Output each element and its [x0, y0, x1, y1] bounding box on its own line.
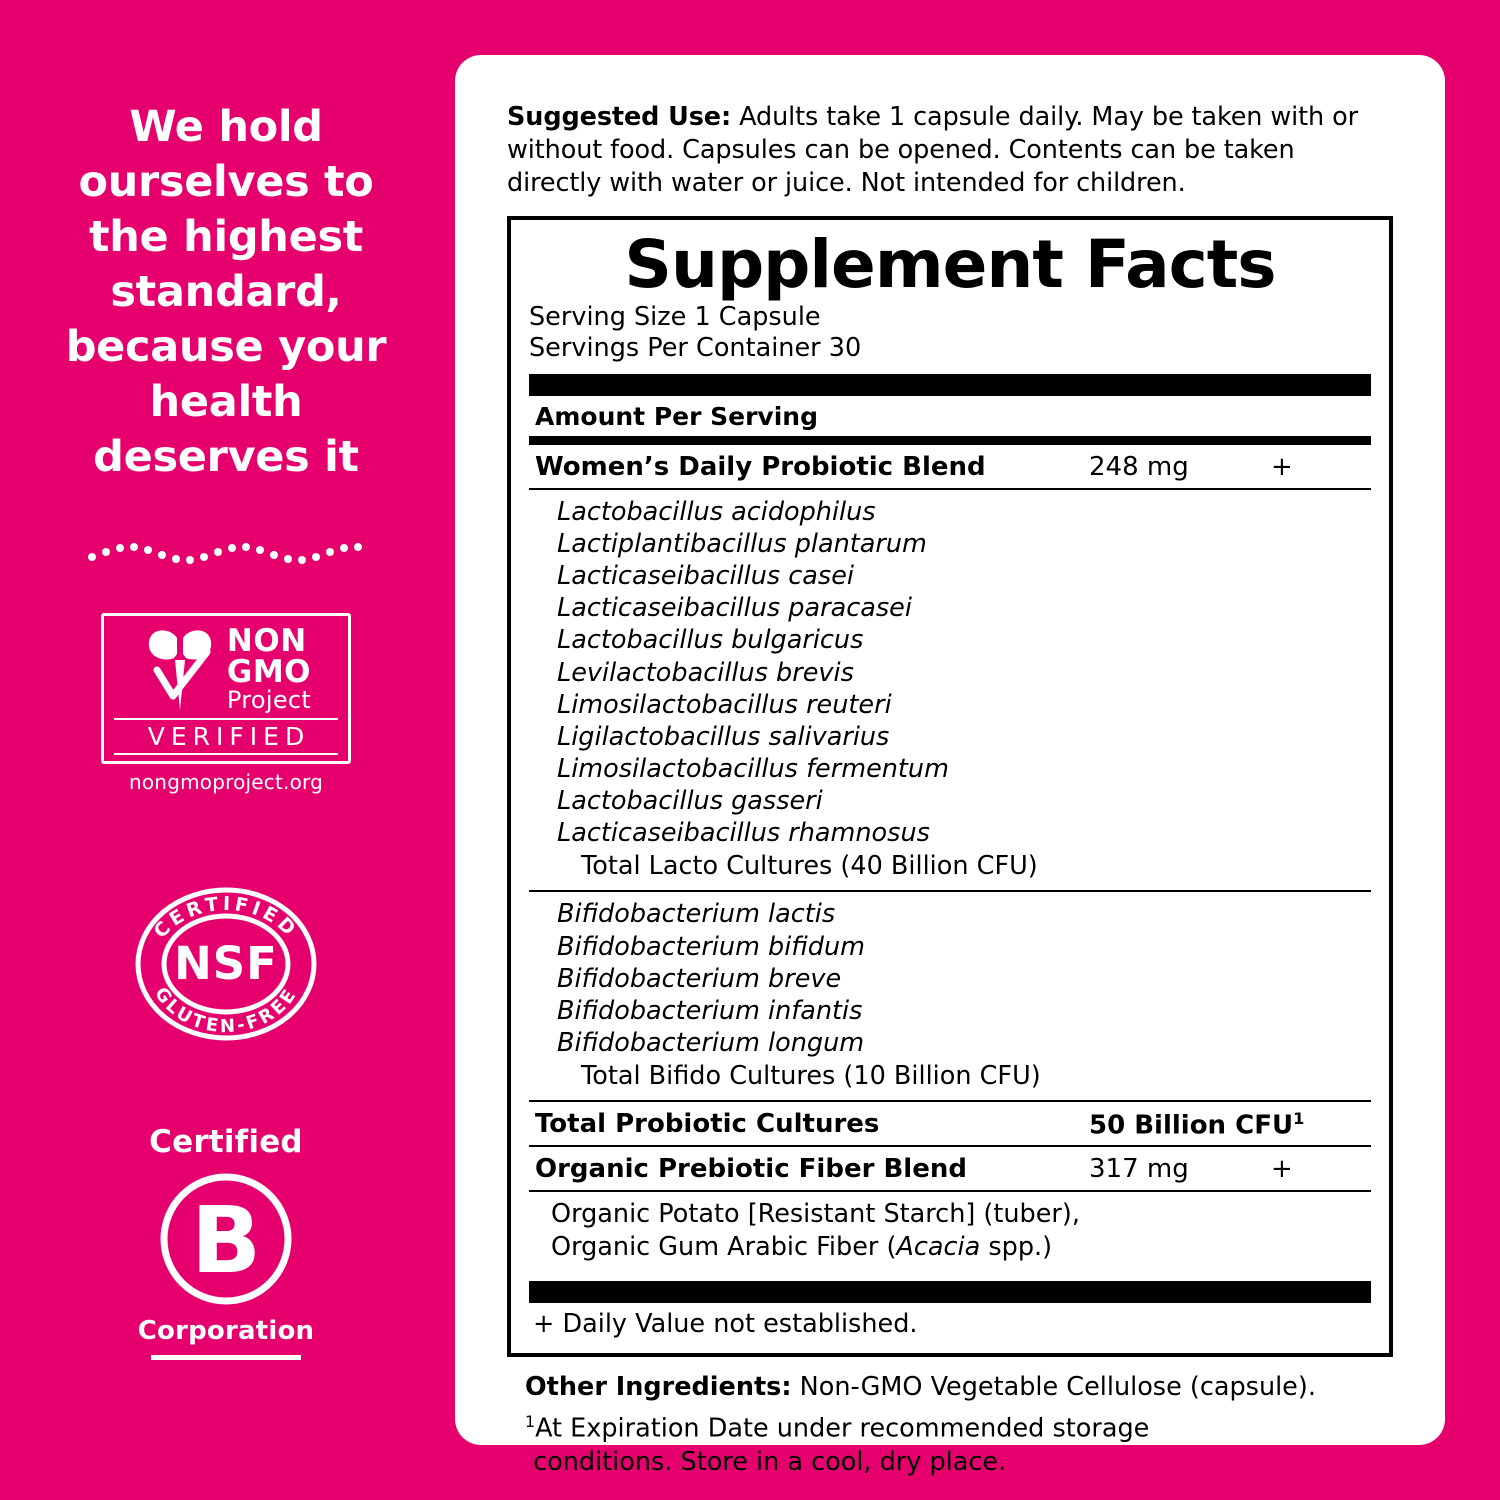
facts-divider-thick-top — [529, 374, 1371, 396]
probiotic-blend-dv: + — [1271, 451, 1293, 482]
list-item: Bifidobacterium infantis — [557, 995, 863, 1026]
prebiotic-blend-amount: 317 mg — [1089, 1154, 1189, 1185]
brand-panel — [0, 0, 452, 1500]
probiotic-blend-name: Women’s Daily Probiotic Blend — [535, 451, 986, 482]
non-gmo-line1: NON — [226, 623, 307, 660]
list-item: Lactobacillus gasseri — [557, 786, 823, 817]
prebiotic-ingredient-group — [529, 1192, 1371, 1271]
other-ingredients-label: Other Ingredients: — [525, 1371, 792, 1402]
non-gmo-verified-text: VERIFIED — [114, 718, 338, 755]
bcorp-certified-text: Certified — [149, 1124, 303, 1161]
servings-per-container: Servings Per Container 30 — [529, 332, 862, 363]
probiotic-blend-amount: 248 mg — [1089, 451, 1189, 482]
list-item: Levilactobacillus brevis — [557, 657, 854, 688]
non-gmo-badge-top — [114, 623, 338, 715]
expiration-footnote-marker: 1 — [525, 1412, 536, 1432]
suggested-use-paragraph — [507, 101, 1393, 200]
bcorp-badge — [138, 1124, 315, 1360]
supplement-facts-title: Supplement Facts — [624, 226, 1276, 304]
non-gmo-wordmark — [226, 623, 312, 715]
table-row-prebiotic-blend — [529, 1147, 1371, 1190]
table-row-total-probiotic — [529, 1102, 1371, 1145]
prebiotic-ingredient-line-2 — [529, 1231, 1371, 1263]
total-probiotic-amount — [1089, 1109, 1304, 1141]
prebiotic-blend-name: Organic Prebiotic Fiber Blend — [535, 1154, 967, 1185]
other-ingredients-paragraph — [507, 1371, 1393, 1404]
prebiotic-blend-dv: + — [1271, 1154, 1293, 1185]
amount-per-serving-header: Amount Per Serving — [535, 401, 818, 431]
list-item: Lacticaseibacillus casei — [557, 561, 854, 592]
expiration-footnote-line-1: At Expiration Date under recommended storage — [535, 1413, 1150, 1444]
facts-divider-thick-bottom — [529, 1281, 1371, 1303]
prebiotic-ingredient-genus: Acacia — [896, 1231, 981, 1262]
list-item: Limosilactobacillus fermentum — [557, 753, 949, 784]
facts-divider-medium — [529, 436, 1371, 445]
list-item: Ligilactobacillus salivarius — [557, 721, 890, 752]
bifido-total-cultures: Total Bifido Cultures (10 Billion CFU) — [581, 1061, 1041, 1092]
nsf-gluten-free-badge-icon — [111, 864, 341, 1064]
squiggle-divider-icon — [86, 537, 366, 571]
list-item: Limosilactobacillus reuteri — [557, 689, 892, 720]
svg-text:GLUTEN-FREE: GLUTEN-FREE — [150, 983, 302, 1038]
butterfly-checkmark-icon — [141, 626, 219, 712]
svg-text:NSF: NSF — [174, 937, 278, 991]
expiration-footnote — [507, 1412, 1393, 1479]
list-item: Lacticaseibacillus paracasei — [557, 593, 912, 624]
bifido-strain-group — [529, 892, 1371, 1100]
expiration-footnote-line-2: conditions. Store in a cool, dry place. — [533, 1446, 1007, 1477]
serving-size: Serving Size 1 Capsule — [529, 301, 821, 332]
suggested-use-label: Suggested Use: — [507, 102, 732, 132]
list-item: Bifidobacterium longum — [557, 1027, 865, 1058]
prebiotic-ingredient-line-2-post: spp.) — [980, 1231, 1053, 1262]
table-row-probiotic-blend — [529, 445, 1371, 488]
list-item: Bifidobacterium bifidum — [557, 931, 865, 962]
non-gmo-url: nongmoproject.org — [129, 770, 323, 795]
bcorp-underline — [151, 1355, 301, 1360]
total-probiotic-amount-value: 50 Billion CFU — [1089, 1110, 1294, 1141]
bcorp-logo-icon — [151, 1164, 301, 1314]
list-item: Lactiplantibacillus plantarum — [557, 529, 927, 560]
bcorp-corporation-text: Corporation — [137, 1316, 315, 1347]
svg-text:B: B — [190, 1187, 262, 1295]
total-probiotic-name: Total Probiotic Cultures — [535, 1109, 880, 1140]
daily-value-note: + Daily Value not established. — [533, 1308, 918, 1339]
list-item: Lacticaseibacillus rhamnosus — [557, 818, 930, 849]
non-gmo-line2: GMO — [226, 654, 312, 691]
lacto-strain-group — [529, 490, 1371, 891]
other-ingredients-text: Non-GMO Vegetable Cellulose (capsule). — [791, 1371, 1316, 1402]
suggested-use-text: Adults take 1 capsule daily. May be taken with or without food. Capsules can be opened. Contents can be taken directly with water or juice. Not intended for children. — [507, 102, 1358, 199]
supplement-facts-box — [507, 216, 1393, 1357]
list-item: Lactobacillus bulgaricus — [557, 625, 864, 656]
non-gmo-verified-badge — [101, 613, 351, 764]
lacto-total-cultures: Total Lacto Cultures (40 Billion CFU) — [581, 851, 1038, 882]
list-item: Bifidobacterium lactis — [557, 899, 836, 930]
list-item: Bifidobacterium breve — [557, 963, 842, 994]
supplement-label-card — [455, 55, 1445, 1477]
non-gmo-line3: Project — [226, 686, 312, 715]
total-probiotic-footnote-marker: 1 — [1293, 1109, 1305, 1129]
prebiotic-ingredient-line-2-pre: Organic Gum Arabic Fiber ( — [551, 1231, 897, 1262]
brand-tagline: We hold ourselves to the highest standard, because your health deserves it — [65, 102, 387, 483]
prebiotic-ingredient-line-1: Organic Potato [Resistant Starch] (tuber), — [551, 1199, 1080, 1230]
list-item: Lactobacillus acidophilus — [557, 496, 876, 527]
svg-text:CERTIFIED: CERTIFIED — [149, 893, 303, 943]
